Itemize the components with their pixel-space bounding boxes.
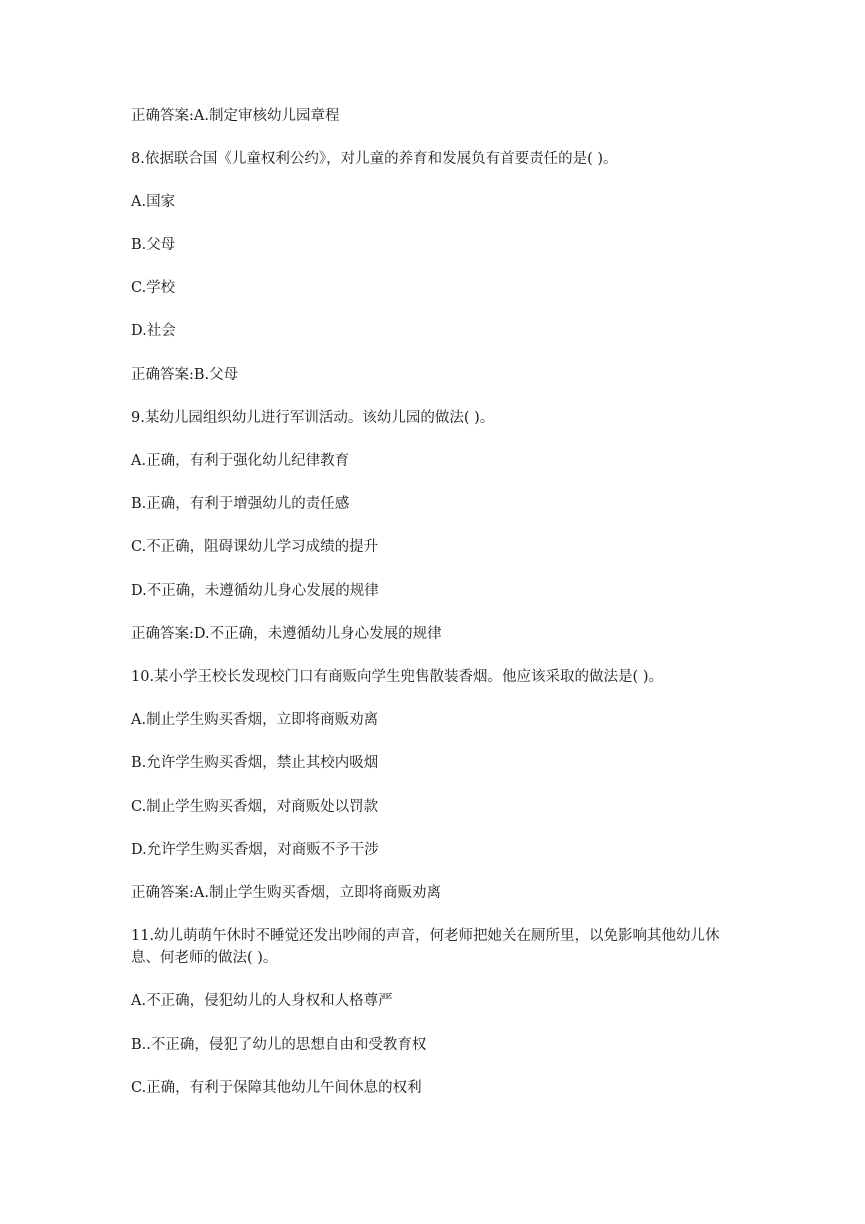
q9-option-d: D.不正确，未遵循幼儿身心发展的规律 [131,583,379,599]
q10-option-b: B.允许学生购买香烟，禁止其校内吸烟 [131,755,379,771]
answer-line-q7: 正确答案:A.制定审核幼儿园章程 [131,108,340,124]
q8-option-c: C.学校 [131,280,176,296]
q8-option-d: D.社会 [131,323,176,339]
q9-option-c: C.不正确，阻碍课幼儿学习成绩的提升 [131,539,379,555]
answer-line-q10: 正确答案:A.制止学生购买香烟，立即将商贩劝离 [131,885,441,901]
q8-option-a: A.国家 [131,194,176,210]
question-10: 10.某小学王校长发现校门口有商贩向学生兜售散装香烟。他应该采取的做法是( )。 [131,669,663,685]
q10-option-d: D.允许学生购买香烟，对商贩不予干涉 [131,842,379,858]
q10-option-c: C.制止学生购买香烟，对商贩处以罚款 [131,799,379,815]
question-11: 11.幼儿萌萌午休时不睡觉还发出吵闹的声音，何老师把她关在厕所里，以免影响其他幼儿休息、何老师的做法( )。 [131,928,720,966]
answer-line-q9: 正确答案:D.不正确，未遵循幼儿身心发展的规律 [131,626,442,642]
q11-option-b: B..不正确，侵犯了幼儿的思想自由和受教育权 [131,1037,427,1053]
question-9: 9.某幼儿园组织幼儿进行军训活动。该幼儿园的做法( )。 [131,410,495,426]
q8-option-b: B.父母 [131,237,176,253]
q10-option-a: A.制止学生购买香烟，立即将商贩劝离 [131,712,379,728]
q11-option-c: C.正确，有利于保障其他幼儿午间休息的权利 [131,1080,422,1096]
question-8: 8.依据联合国《儿童权利公约》，对儿童的养育和发展负有首要责任的是( )。 [131,151,618,167]
q9-option-a: A.正确，有利于强化幼儿纪律教育 [131,453,350,469]
q11-option-a: A.不正确，侵犯幼儿的人身权和人格尊严 [131,993,393,1009]
q9-option-b: B.正确，有利于增强幼儿的责任感 [131,496,350,512]
answer-line-q8: 正确答案:B.父母 [131,367,239,383]
